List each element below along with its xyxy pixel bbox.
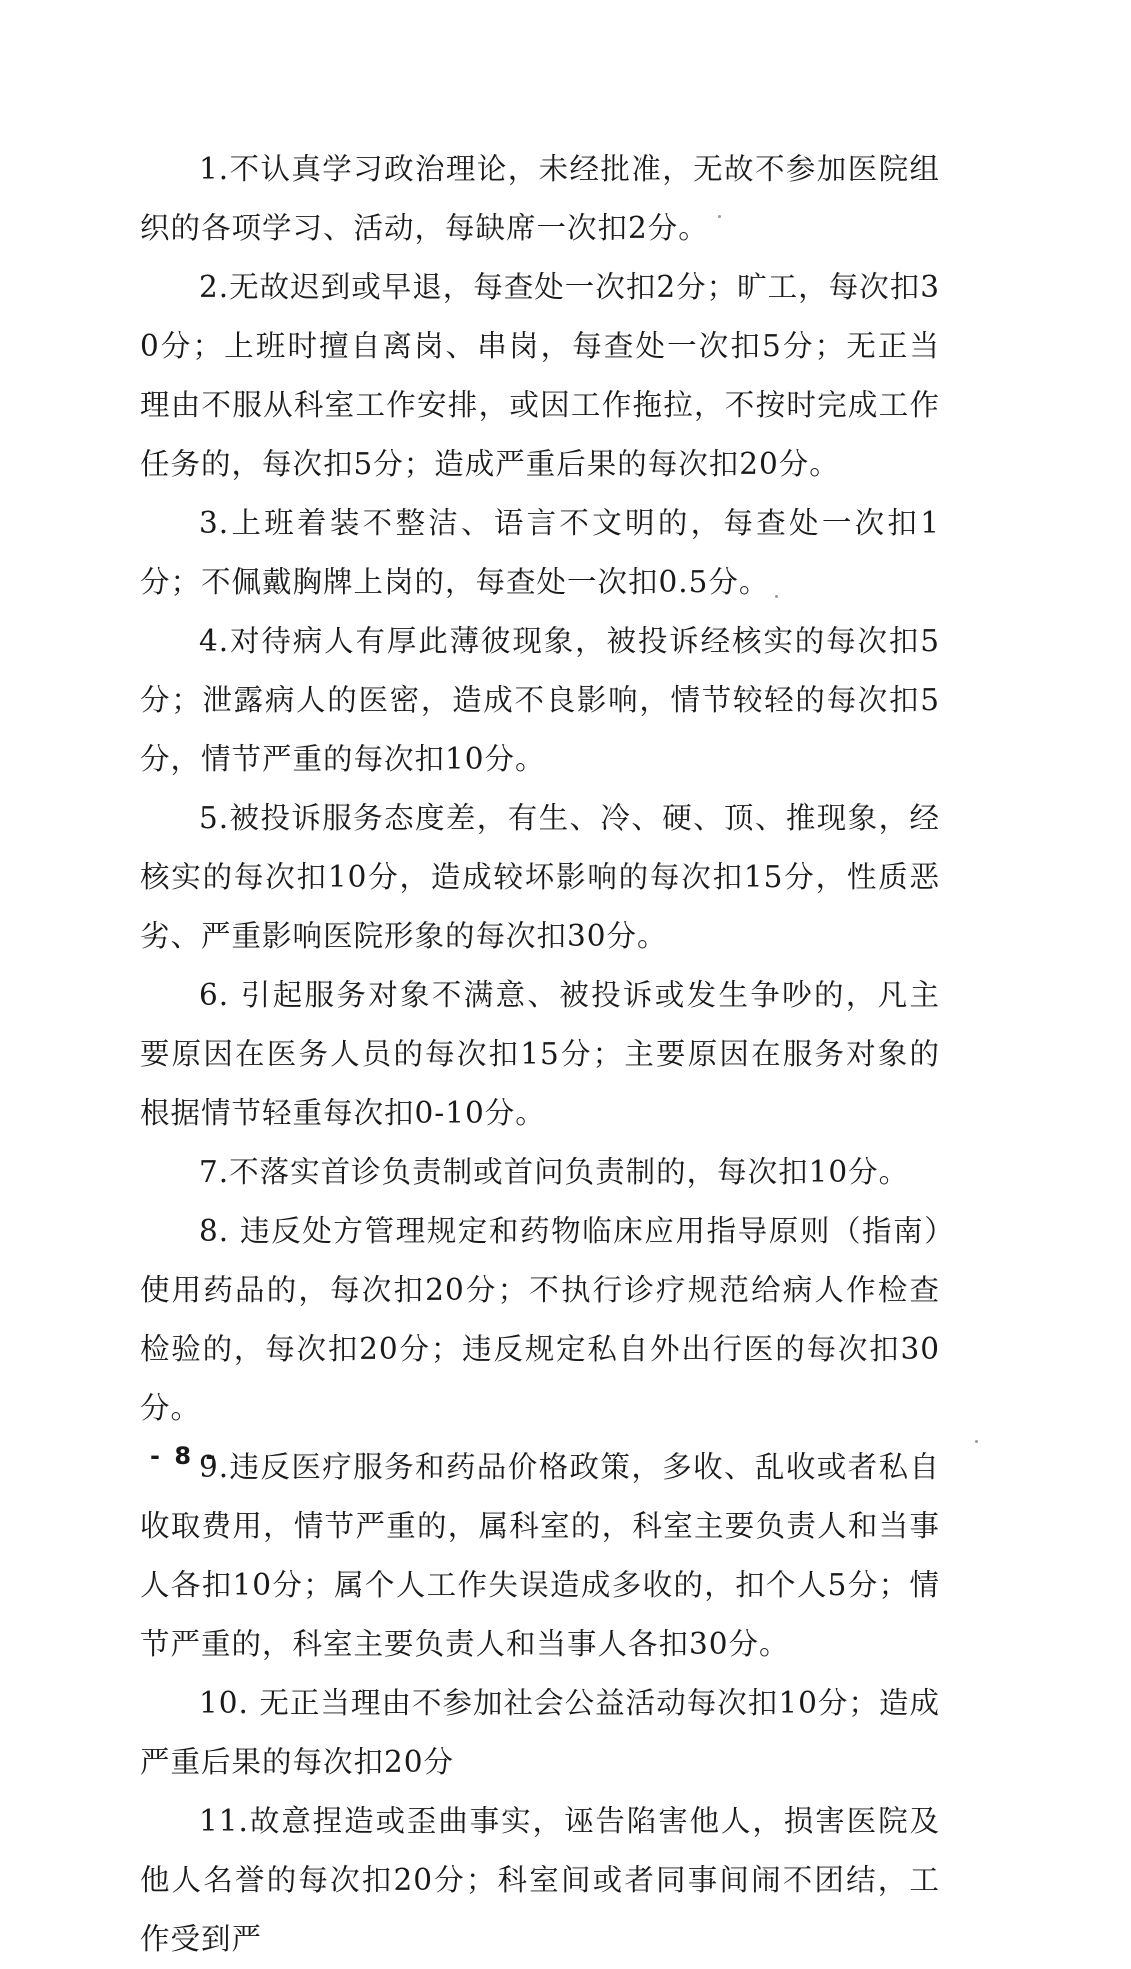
paragraph-2: 2.无故迟到或早退，每查处一次扣2分；旷工，每次扣30分；上班时擅自离岗、串岗，每查处一次扣5分；无正当理由不服从科室工作安排，或因工作拖拉，不按时完成工作任务的，每次扣5分；造成严重后果的每次扣20分。	[140, 270, 940, 481]
paragraph-3: 3.上班着装不整洁、语言不文明的，每查处一次扣1分；不佩戴胸牌上岗的，每查处一次扣0.5分。	[140, 506, 940, 599]
paragraph-10: 10. 无正当理由不参加社会公益活动每次扣10分；造成严重后果的每次扣20分	[140, 1686, 940, 1779]
paragraph-8: 8. 违反处方管理规定和药物临床应用指导原则（指南）使用药品的，每次扣20分；不执行诊疗规范给病人作检查检验的，每次扣20分；违反规定私自外出行医的每次扣30分。	[140, 1214, 940, 1425]
document-body	[140, 140, 940, 1969]
paragraph-4: 4.对待病人有厚此薄彼现象，被投诉经核实的每次扣5分；泄露病人的医密，造成不良影响，情节较轻的每次扣5分，情节严重的每次扣10分。	[140, 624, 940, 776]
scan-speck	[975, 1440, 978, 1443]
paragraph-6: 6. 引起服务对象不满意、被投诉或发生争吵的，凡主要原因在医务人员的每次扣15分；主要原因在服务对象的根据情节轻重每次扣0-10分。	[140, 978, 940, 1130]
scan-speck	[718, 215, 721, 218]
page-number: - 8 -	[150, 1442, 219, 1470]
scan-speck	[775, 595, 778, 598]
paragraph-7: 7.不落实首诊负责制或首问负责制的，每次扣10分。	[199, 1155, 910, 1189]
paragraph-1: 1.不认真学习政治理论，未经批准，无故不参加医院组织的各项学习、活动，每缺席一次扣2分。	[140, 152, 940, 245]
paragraph-5: 5.被投诉服务态度差，有生、冷、硬、顶、推现象，经核实的每次扣10分，造成较坏影响的每次扣15分，性质恶劣、严重影响医院形象的每次扣30分。	[140, 801, 940, 953]
paragraph-9: 9.违反医疗服务和药品价格政策，多收、乱收或者私自收取费用，情节严重的，属科室的，科室主要负责人和当事人各扣10分；属个人工作失误造成多收的，扣个人5分；情节严重的，科室主要负责人和当事人各扣30分。	[140, 1450, 940, 1661]
paragraph-11: 11.故意捏造或歪曲事实，诬告陷害他人，损害医院及他人名誉的每次扣20分；科室间或者同事间闹不团结，工作受到严	[140, 1804, 940, 1956]
